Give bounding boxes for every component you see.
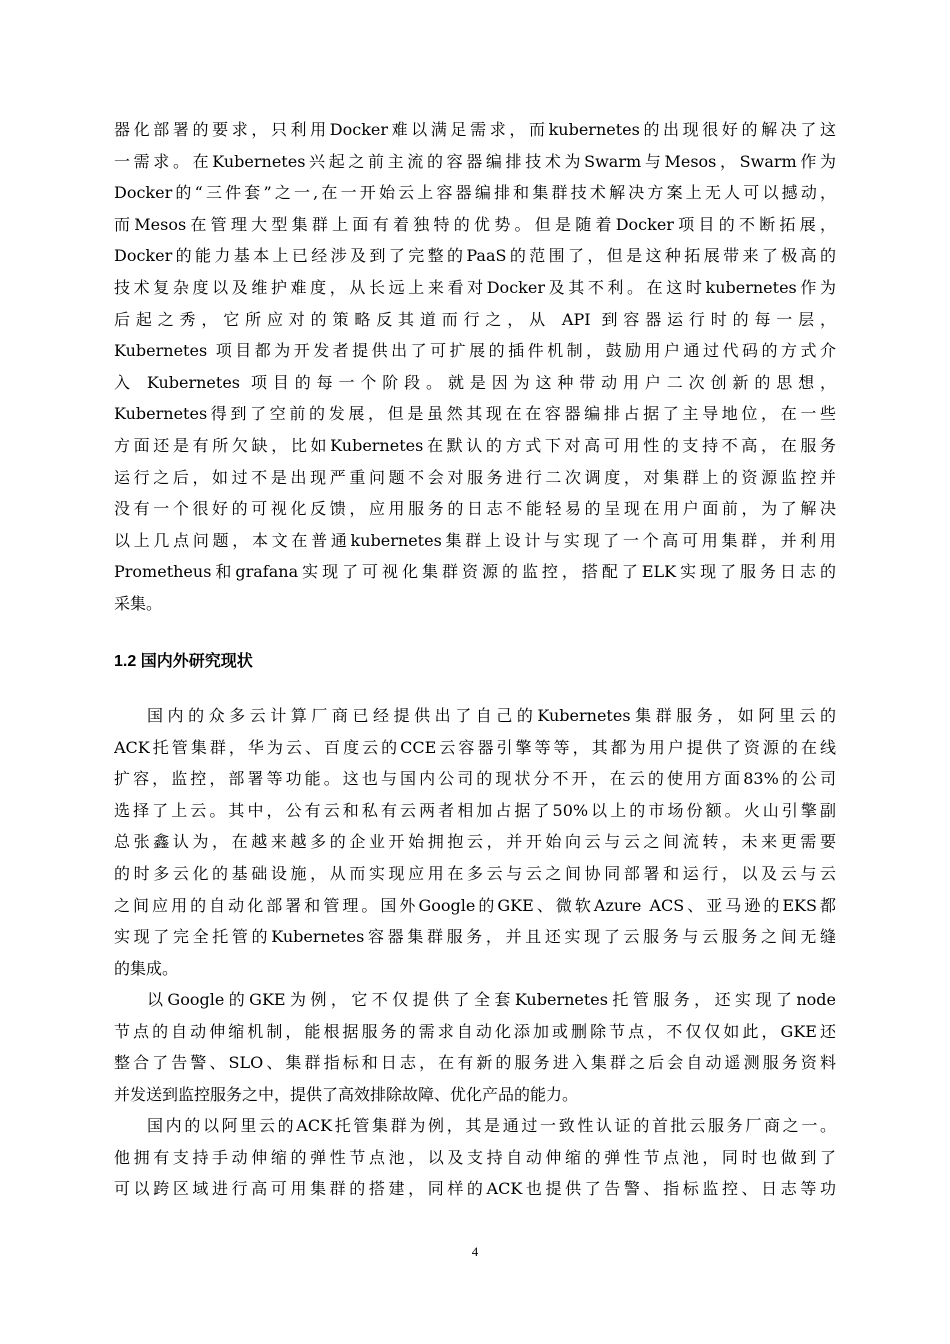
text-line: 总张鑫认为，在越来越多的企业开始拥抱云，并开始向云与云之间流转，未来更需要 [114, 832, 836, 852]
text-line: 后起之秀，它所应对的策略反其道而行之，从 API 到容器运行时的每一层， [114, 309, 836, 329]
paragraph-ack [114, 1110, 836, 1205]
text-line: 以Google的GKE为例，它不仅提供了全套Kubernetes托管服务，还实现了node [147, 990, 836, 1009]
text-line: 之间应用的自动化部署和管理。国外Google的GKE、微软Azure ACS、亚马逊的EKS都 [114, 895, 836, 915]
section-heading: 1.2 国内外研究现状 [114, 653, 253, 670]
text-line: Docker的“三件套”之一,在一开始云上容器编排和集群技术解决方案上无人可以撼动， [114, 183, 836, 203]
text-line: 没有一个很好的可视化反馈，应用服务的日志不能轻易的呈现在用户面前，为了解决 [114, 499, 836, 519]
text-line: 实现了完全托管的Kubernetes容器集群服务，并且还实现了云服务与云服务之间无缝 [114, 927, 836, 947]
page-number: 4 [471, 1244, 479, 1259]
text-line: 他拥有支持手动伸缩的弹性节点池，以及支持自动伸缩的弹性节点池，同时也做到了 [114, 1147, 836, 1167]
text-line: 并发送到监控服务之中，提供了高效排除故障、优化产品的能力。 [114, 1084, 579, 1104]
text-line: 的集成。 [114, 958, 179, 978]
text-line: 入 Kubernetes 项目的每一个阶段。就是因为这种带动用户二次创新的思想， [114, 372, 836, 392]
text-line: 器化部署的要求，只利用Docker难以满足需求，而kubernetes的出现很好的解决了这 [114, 120, 836, 139]
text-line: Docker的能力基本上已经涉及到了完整的PaaS的范围了，但是这种拓展带来了极高的 [114, 246, 836, 266]
text-line: 运行之后，如过不是出现严重问题不会对服务进行二次调度，对集群上的资源监控并 [114, 467, 836, 487]
paragraph-intro [114, 114, 836, 620]
text-line: 技术复杂度以及维护难度，从长远上来看对Docker及其不利。在这时kubernetes作为 [114, 277, 836, 297]
text-line: 整合了告警、SLO、集群指标和日志，在有新的服务进入集群之后会自动遥测服务资料 [114, 1053, 836, 1073]
text-line: 以上几点问题，本文在普通kubernetes集群上设计与实现了一个高可用集群，并利用 [114, 530, 836, 550]
text-line: 的时多云化的基础设施，从而实现应用在多云与云之间协同部署和运行，以及云与云 [114, 863, 836, 883]
text-line: 而Mesos在管理大型集群上面有着独特的优势。但是随着Docker项目的不断拓展， [114, 214, 836, 234]
text-line: 可以跨区域进行高可用集群的搭建，同样的ACK也提供了告警、指标监控、日志等功 [114, 1179, 836, 1199]
text-line: ACK托管集群，华为云、百度云的CCE云容器引擎等等，其都为用户提供了资源的在线 [114, 737, 836, 757]
text-line: Kubernetes得到了空前的发展，但是虽然其现在在容器编排占据了主导地位，在一些 [114, 404, 836, 424]
text-line: 国内的众多云计算厂商已经提供出了自己的Kubernetes集群服务，如阿里云的 [147, 706, 836, 725]
text-line: 采集。 [114, 593, 163, 613]
text-line: 方面还是有所欠缺，比如Kubernetes在默认的方式下对高可用性的支持不高，在服务 [114, 435, 836, 455]
text-line: 节点的自动伸缩机制，能根据服务的需求自动化添加或删除节点，不仅仅如此，GKE还 [114, 1021, 836, 1041]
text-line: 选择了上云。其中，公有云和私有云两者相加占据了50%以上的市场份额。火山引擎副 [114, 800, 836, 820]
text-line: 扩容，监控，部署等功能。这也与国内公司的现状分不开，在云的使用方面83%的公司 [114, 769, 836, 789]
paragraph-gke [114, 984, 836, 1110]
text-line: 国内的以阿里云的ACK托管集群为例，其是通过一致性认证的首批云服务厂商之一。 [147, 1116, 836, 1135]
text-line: Kubernetes 项目都为开发者提供出了可扩展的插件机制，鼓励用户通过代码的方式介 [114, 341, 836, 361]
paragraph-domestic [114, 700, 836, 984]
text-line: Prometheus和grafana实现了可视化集群资源的监控，搭配了ELK实现了服务日志的 [114, 562, 836, 582]
text-line: 一需求。在Kubernetes兴起之前主流的容器编排技术为Swarm与Mesos，Swarm作为 [114, 151, 836, 171]
